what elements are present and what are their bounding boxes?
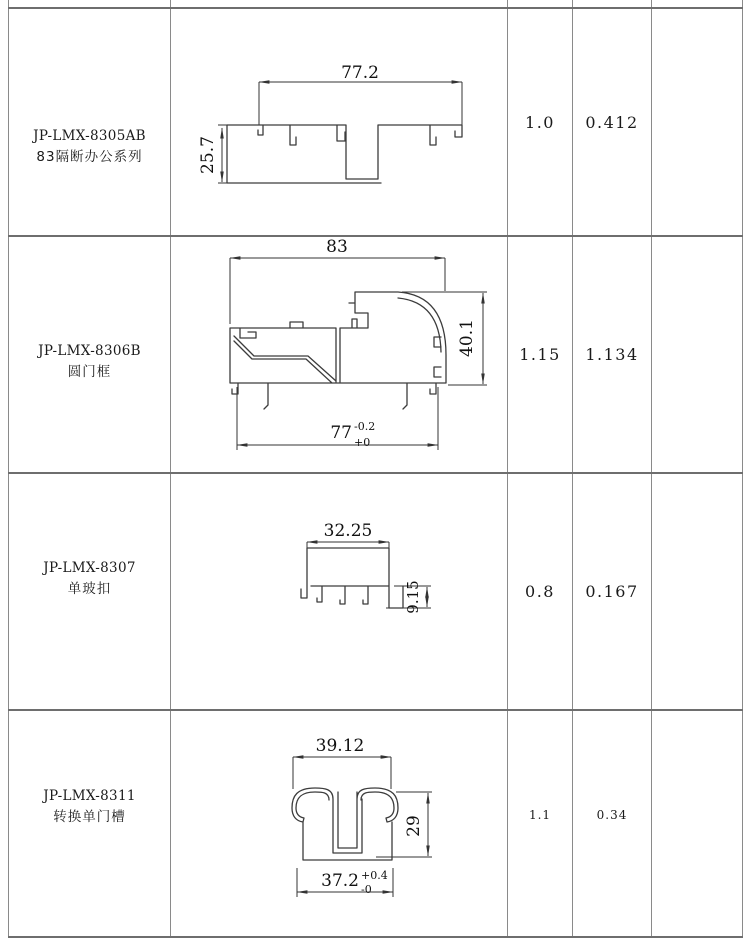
col4-value: 0.34	[596, 807, 628, 822]
dim-bottom-width: 77	[330, 423, 352, 443]
dim-top-width: 39.12	[315, 736, 365, 756]
profile-drawing-8306b	[230, 237, 487, 450]
col4-value: 0.412	[585, 112, 639, 132]
col4-value: 1.134	[585, 345, 639, 364]
dim-bottom-tol-lower: +0	[354, 436, 371, 449]
product-code: JP-LMX-8307	[43, 559, 136, 576]
product-name: 转换单门槽	[53, 808, 126, 825]
dim-bottom-tol-upper: +0.4	[361, 869, 388, 882]
col3-value: 1.15	[519, 345, 561, 364]
dim-bottom-width: 37.2	[321, 871, 359, 891]
dim-right-height: 9.15	[404, 580, 422, 614]
profile-drawing-8307	[301, 521, 431, 614]
product-code: JP-LMX-8306B	[38, 342, 141, 359]
profile-drawing-8305ab	[198, 63, 462, 183]
dim-right-height: 40.1	[457, 319, 477, 357]
dim-top-width: 83	[326, 237, 348, 257]
product-code: JP-LMX-8311	[43, 787, 136, 804]
product-name: 83隔断办公系列	[36, 149, 143, 165]
product-name: 单玻扣	[67, 580, 112, 597]
product-name: 圆门框	[67, 363, 112, 380]
profile-drawing-8311	[292, 736, 432, 897]
dim-top-width: 77.2	[341, 63, 379, 83]
dim-bottom-tol-upper: -0.2	[354, 420, 376, 433]
col3-value: 1.1	[528, 807, 552, 822]
dim-top-width: 32.25	[323, 521, 373, 541]
col4-value: 0.167	[585, 582, 639, 601]
product-code: JP-LMX-8305AB	[33, 128, 146, 144]
dim-left-height: 25.7	[198, 136, 218, 174]
dim-right-height: 29	[404, 815, 424, 837]
col3-value: 1.0	[525, 112, 555, 132]
dim-bottom-tol-lower: -0	[361, 883, 372, 896]
col3-value: 0.8	[525, 582, 555, 601]
